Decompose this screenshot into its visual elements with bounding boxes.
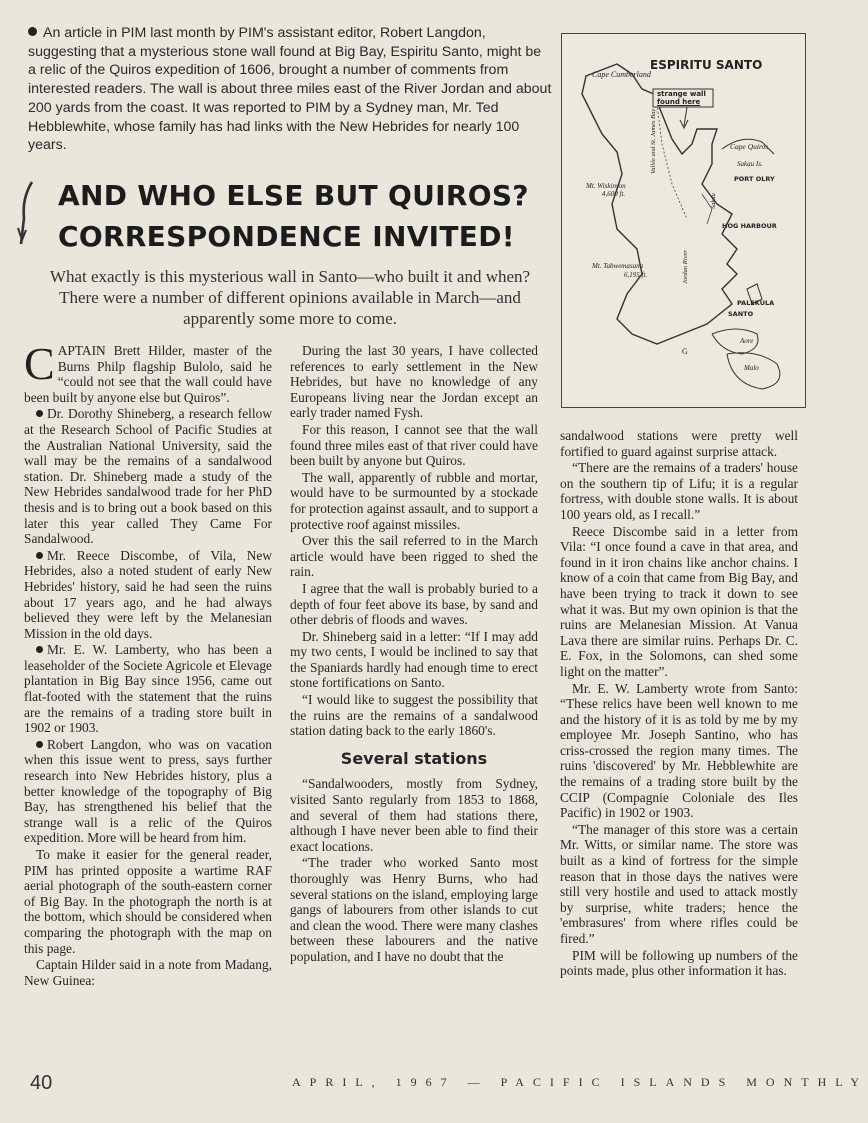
map-label: Jordan River: [682, 250, 689, 284]
paragraph: “Sandalwooders, mostly from Sydney, visited Santo regularly from 1853 to 1868, and several of them had stations there, although I have never been able to find their exact locations.: [290, 776, 538, 854]
map-label: Mt. Wiskinson: [586, 182, 626, 190]
map-title: ESPIRITU SANTO: [650, 58, 763, 72]
paragraph: “The manager of this store was a certain Mr. Witts, or similar name. The store was built as a kind of fortress for the simple reason that in those days the natives were still very hostile and used to attack mostly by surprise, white traders; hence the 'embrasures' from where rifles could be fired.”: [560, 821, 798, 946]
paragraph: “I would like to suggest the possibility that the ruins are the remains of a sandalwood station dating back to the early 1860's.: [290, 692, 538, 739]
map-label: PALEKULA: [737, 299, 775, 307]
map-label: Mt. Tabwemasana: [592, 262, 644, 270]
column-3: [560, 428, 798, 980]
bullet-icon: [36, 646, 43, 653]
paragraph: I agree that the wall is probably buried to a depth of four feet above its base, by sand and other debris of floods and waves.: [290, 580, 538, 628]
paragraph: Reece Discombe said in a letter from Vila: “I once found a cave in that area, and found in it iron chains like anchor chains. I know of a coin that came from Big Bay, and have been trying to track it down to see what it was. But my own opinion is that the ruins are Melanesian Mission. At Vanua Lava there are similar ruins. Perhaps Dr. C. E. Fox, in the Solomons, can shed some light on the matter”.: [560, 523, 798, 679]
column-2: [290, 343, 538, 966]
map-label: 6,195 ft.: [624, 271, 648, 279]
map-label: Vallée and St. James Bay: [650, 108, 657, 174]
map-label: Sakau Is.: [737, 160, 763, 168]
map-label: Sakau: [710, 193, 717, 209]
map-label: G: [682, 347, 688, 356]
paragraph: “The trader who worked Santo most thoroughly was Henry Burns, who had several stations on the island, employing large gangs of labourers from other islands to cut and clean the wood. There were many clashes between these labourers and the native population, and I have no doubt that the: [290, 855, 538, 964]
paragraph: For this reason, I cannot see that the wall found three miles east of that river could have been built by anyone but Quiros.: [290, 421, 538, 469]
quote-mark-icon: [12, 178, 36, 248]
running-footer: APRIL, 1967 — PACIFIC ISLANDS MONTHLY: [292, 1075, 868, 1089]
intro-text: An article in PIM last month by PIM's assistant editor, Robert Langdon, suggesting that a mysterious stone wall found at Big Bay, Espiritu Santo, might be a relic of the Quiros expedition of 1606, brought a number of comments from interested readers. The wall is about three miles east of the River Jordan and about 200 yards from the coast. It was reported to PIM by a Sydney man, Mr. Ted Hebblewhite, whose family has had links with the New Hebrides for nearly 100 years.: [28, 25, 552, 154]
map-label: found here: [657, 98, 701, 106]
page-number: 40: [30, 1072, 53, 1094]
paragraph: Robert Langdon, who was on vacation when this issue went to press, says further research into New Hebrides history, plus a better knowledge of the topography of Big Bay, has strengthened his belief that the strange wall is a relic of the Quiros expedition. More will be heard from him.: [24, 736, 272, 846]
bullet-icon: [36, 741, 43, 748]
map-label: Cape Quiros: [730, 142, 769, 151]
standfirst: What exactly is this mysterious wall in Santo—who built it and when? There were a number of different opinions available in March—and apparently some more to come.: [49, 267, 531, 328]
paragraph: sandalwood stations were pretty well fortified to guard against surprise attack.: [560, 428, 798, 459]
paragraph: “There are the remains of a traders' house on the southern tip of Lifu; it is a regular fortress, with double stone walls. It is about 100 years old, as I recall.”: [560, 460, 798, 522]
map-label: 4,600 ft.: [602, 190, 626, 198]
paragraph: During the last 30 years, I have collected references to early settlement in the New Hebrides, but have no knowledge of any Europeans living near the Jordan except an early trader named Fysh.: [290, 343, 538, 421]
headline-line2: CORRESPONDENCE INVITED!: [58, 220, 515, 253]
paragraph: Over this the sail referred to in the March article would have been rigged to shed the rain.: [290, 533, 538, 580]
bullet-icon: [36, 410, 43, 417]
paragraph: PIM will be following up numbers of the points made, plus other information it has.: [560, 947, 798, 979]
paragraph: CAPTAIN Brett Hilder, master of the Burns Philp flagship Bulolo, said he “could not see that the wall could have been built by anyone else but Quiros”.: [24, 338, 272, 405]
paragraph: Dr. Dorothy Shineberg, a research fellow at the Research School of Pacific Studies at the Australian National University, said the wall may be the remains of a sandalwood station. Dr. Shineberg made a study of the New Hebrides sandalwood trade for her PhD thesis and is to bring out a book based on this later this year called They Came For Sandalwood.: [24, 406, 272, 547]
paragraph: Dr. Shineberg said in a letter: “If I may add my two cents, I would be inclined to say that the Spaniards hardly had enough time to erect stone fortifications on Santo.: [290, 628, 538, 691]
paragraph: Captain Hilder said in a note from Madang, New Guinea:: [24, 957, 272, 988]
paragraph: Mr. Reece Discombe, of Vila, New Hebrides, also a noted student of early New Hebrides' history, said he had seen the ruins about 17 years ago, and he had always believed they were left by the Melanesian Mission in the old days.: [24, 547, 272, 641]
headline-line1: AND WHO ELSE BUT QUIROS?: [58, 179, 529, 212]
subheading: Several stations: [340, 748, 488, 768]
paragraph: The wall, apparently of rubble and mortar, would have to be surmounted by a stockade for protection against assault, and to support a protective roof against missiles.: [290, 469, 538, 532]
map-label: PORT OLRY: [734, 175, 775, 183]
bullet-icon: [36, 552, 43, 559]
map-label: strange wall: [657, 90, 706, 98]
paragraph: Mr. E. W. Lamberty, who has been a leaseholder of the Societe Agricole et Elevage plantation in Big Bay since 1956, came out flat-footed with the statement that the ruins are the remains of a trading store built in 1902 or 1903.: [24, 642, 272, 736]
column-1: [24, 338, 272, 989]
paragraph: Mr. E. W. Lamberty wrote from Santo: “These relics have been well known to me and the history of it is as told by me by my employee Mr. Joseph Santino, who has criss-crossed the region many times. The ruins 'discovered' by Mr. Hebblewhite are the remains of a trading store built by the CCIP (Compagnie Coloniale des Iles Pacific) in 1902 or 1903.: [560, 680, 798, 821]
map-label: Cape Cumberland: [592, 70, 651, 79]
paragraph: To make it easier for the general reader, PIM has printed opposite a wartime RAF aerial photograph of the south-eastern corner of Big Bay. In the photograph the north is at the bottom, which should be considered when comparing the photograph with the map on this page.: [24, 847, 272, 956]
map-label: HOG HARBOUR: [722, 222, 777, 230]
map-label: SANTO: [728, 310, 754, 318]
bullet-icon: [28, 27, 37, 36]
intro-paragraph: [28, 24, 552, 155]
map-label: Malo: [744, 364, 759, 372]
drop-cap: C: [24, 338, 55, 389]
map-label: Aore: [740, 337, 754, 345]
headline: [58, 175, 529, 257]
map-espiritu-santo: [561, 33, 806, 408]
